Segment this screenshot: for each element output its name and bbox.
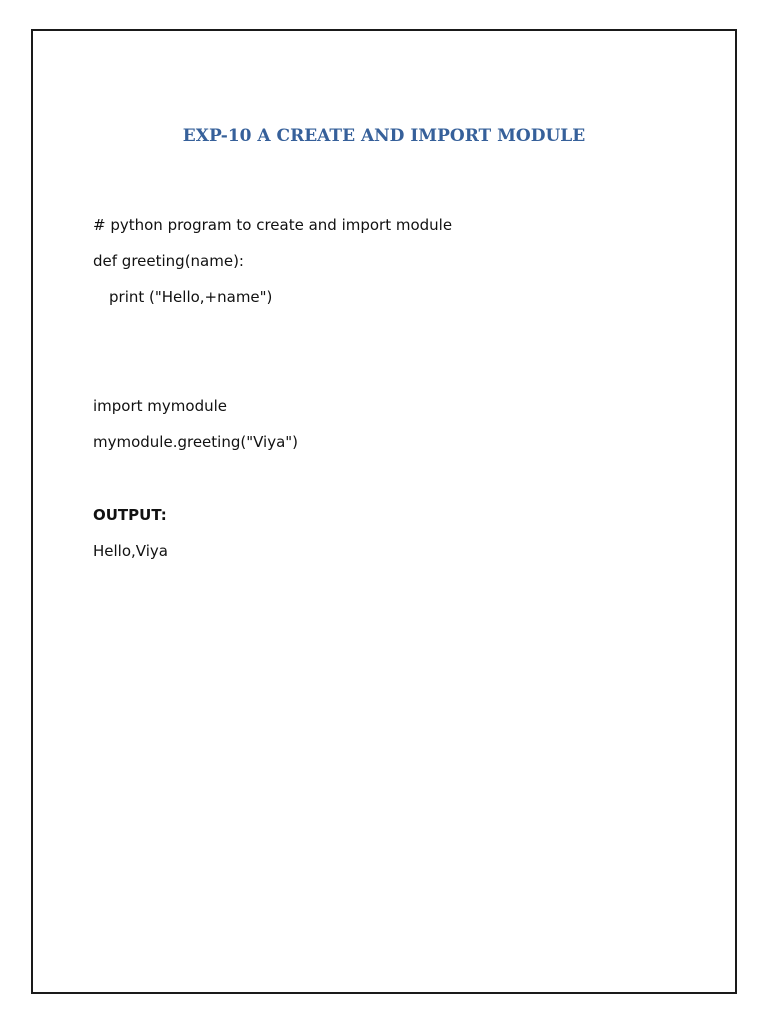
- code-call-line: mymodule.greeting("Viya"): [93, 433, 299, 451]
- code-import-line: import mymodule: [93, 397, 227, 415]
- code-print-line: print ("Hello,+name"): [109, 288, 273, 306]
- output-heading: OUTPUT:: [93, 506, 167, 524]
- document-title: EXP-10 A CREATE AND IMPORT MODULE: [182, 126, 586, 146]
- code-comment-line: # python program to create and import module: [93, 216, 453, 234]
- code-def-line: def greeting(name):: [93, 252, 244, 270]
- output-text: Hello,Viya: [93, 542, 168, 560]
